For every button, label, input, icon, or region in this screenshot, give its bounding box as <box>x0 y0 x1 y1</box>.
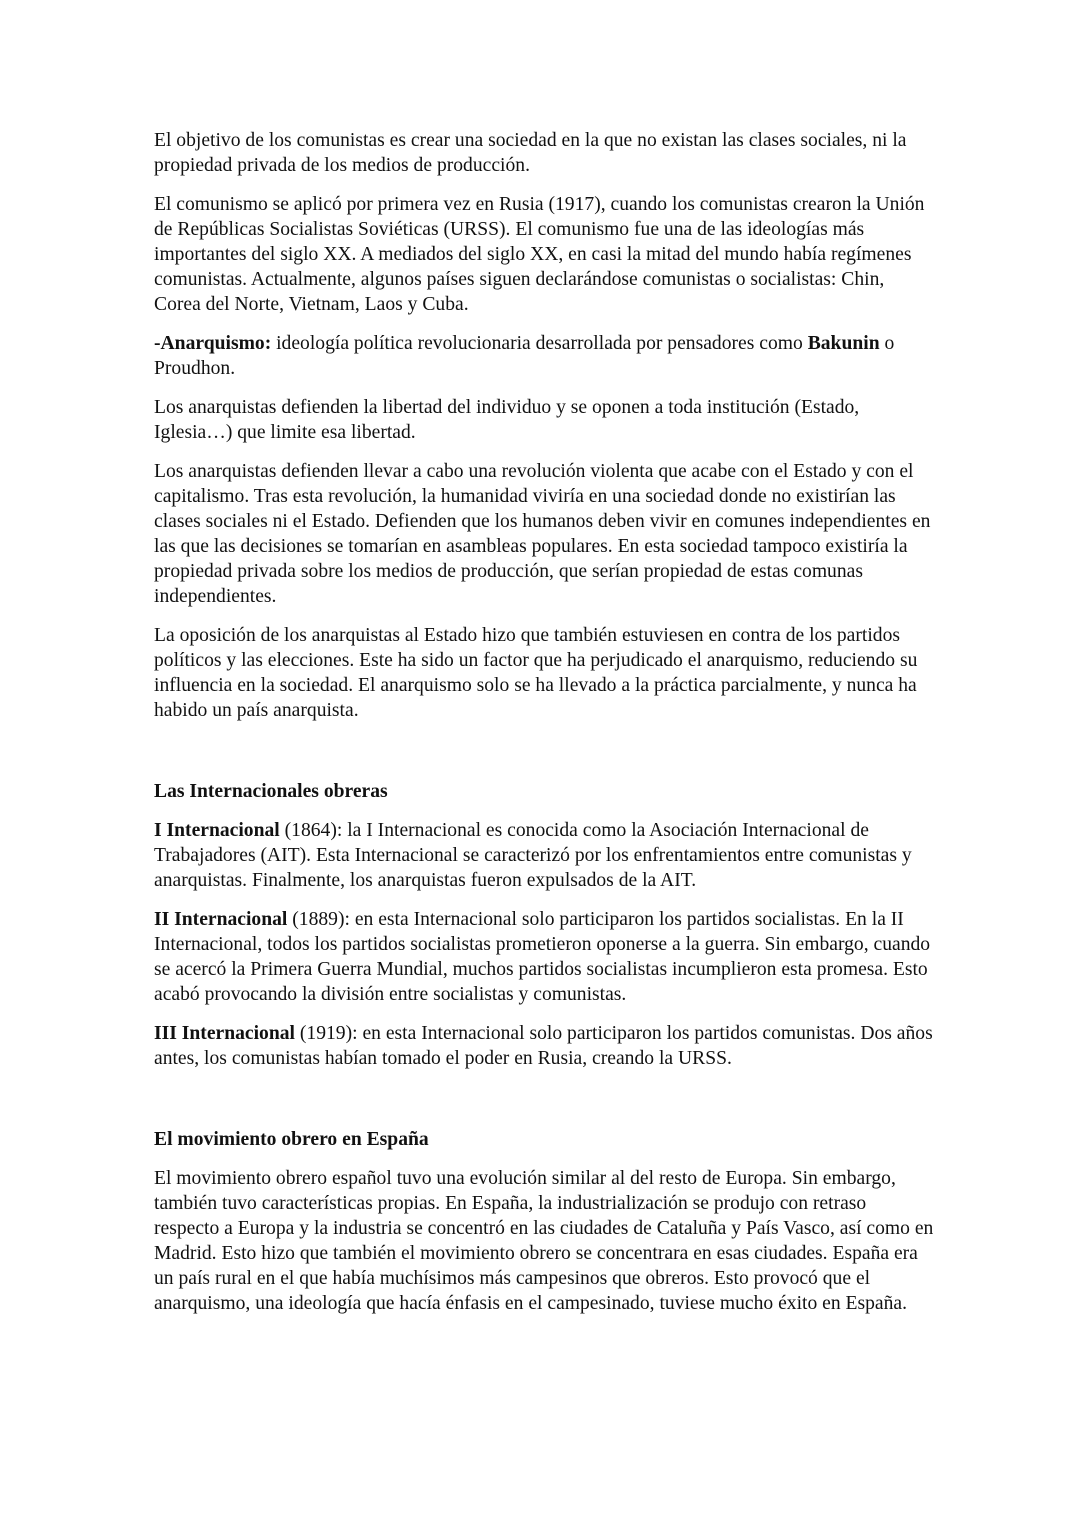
paragraph-i-internacional <box>154 818 934 893</box>
paragraph-objetivo-comunistas: El objetivo de los comunistas es crear una sociedad en la que no existan las clases sociales, ni la propiedad privada de los medios de producción. <box>154 130 907 176</box>
ii-internacional-text: (1889): en esta Internacional solo participaron los partidos socialistas. En la II Internacional, todos los partidos socialistas prometieron oponerse a la guerra. Sin embargo, cuando se acercó la Primera Guerra Mundial, muchos partidos socialistas incumplieron esta promesa. Esto acabó provocando la división entre socialistas y comunistas. <box>154 909 931 1005</box>
paragraph-comunismo-rusia: El comunismo se aplicó por primera vez en Rusia (1917), cuando los comunistas crearon la Unión de Repúblicas Socialistas Soviéticas (URSS). El comunismo fue una de las ideologías más importantes del siglo XX. A mediados del siglo XX, en casi la mitad del mundo había regímenes comunistas. Actualmente, algunos países siguen declarándose comunistas o socialistas: Chin, Corea del Norte, Vietnam, Laos y Cuba. <box>154 194 925 315</box>
section-heading-internacionales: Las Internacionales obreras <box>154 781 388 802</box>
paragraph-ii-internacional <box>154 907 934 1007</box>
term-iii-internacional: III Internacional <box>154 1023 295 1044</box>
paragraph-movimiento-obrero-espana: El movimiento obrero español tuvo una evolución similar al del resto de Europa. Sin embargo, también tuvo características propias. En España, la industrialización se produjo con retraso respecto a Europa y la industria se concentró en las ciudades de Cataluña y País Vasco, así como en Madrid. Esto hizo que también el movimiento obrero se concentrara en esas ciudades. España era un país rural en el que había muchísimos más campesinos que obreros. Esto provocó que el anarquismo, una ideología que hacía énfasis en el campesinado, tuviese mucho éxito en España. <box>154 1168 934 1314</box>
term-anarquismo: -Anarquismo: <box>154 333 272 354</box>
i-internacional-text: (1864): la I Internacional es conocida como la Asociación Internacional de Trabajadores (AIT). Esta Internacional se caracterizó por los enfrentamientos entre comunistas y anarquistas. Finalmente, los anarquistas fueron expulsados de la AIT. <box>154 820 912 891</box>
anarquismo-definition-a: ideología política revolucionaria desarrollada por pensadores como <box>271 333 808 354</box>
paragraph-anarquistas-libertad: Los anarquistas defienden la libertad del individuo y se oponen a toda institución (Estado, Iglesia…) que limite esa libertad. <box>154 397 860 443</box>
paragraph-anarquismo-definition <box>154 331 934 381</box>
document-page <box>154 128 934 1330</box>
term-ii-internacional: II Internacional <box>154 909 288 930</box>
term-i-internacional: I Internacional <box>154 820 280 841</box>
iii-internacional-text: (1919): en esta Internacional solo participaron los partidos comunistas. Dos años antes, los comunistas habían tomado el poder en Rusia, creando la URSS. <box>154 1023 933 1069</box>
person-bakunin: Bakunin <box>807 333 880 354</box>
paragraph-anarquistas-revolucion: Los anarquistas defienden llevar a cabo una revolución violenta que acabe con el Estado y con el capitalismo. Tras esta revolución, la humanidad viviría en una sociedad donde no existirían las clases sociales ni el Estado. Defienden que los humanos deben vivir en comunes independientes en las que las decisiones se tomarían en asambleas populares. En esta sociedad tampoco existiría la propiedad privada sobre los medios de producción, que serían propiedad de estas comunas independientes. <box>154 461 931 607</box>
section-heading-espana: El movimiento obrero en España <box>154 1129 429 1150</box>
paragraph-anarquistas-oposicion: La oposición de los anarquistas al Estado hizo que también estuviesen en contra de los partidos políticos y las elecciones. Este ha sido un factor que ha perjudicado el anarquismo, reduciendo su influencia en la sociedad. El anarquismo solo se ha llevado a la práctica parcialmente, y nunca ha habido un país anarquista. <box>154 625 918 721</box>
paragraph-iii-internacional <box>154 1021 934 1071</box>
anarquismo-definition-b: o Proudhon. <box>154 333 895 379</box>
